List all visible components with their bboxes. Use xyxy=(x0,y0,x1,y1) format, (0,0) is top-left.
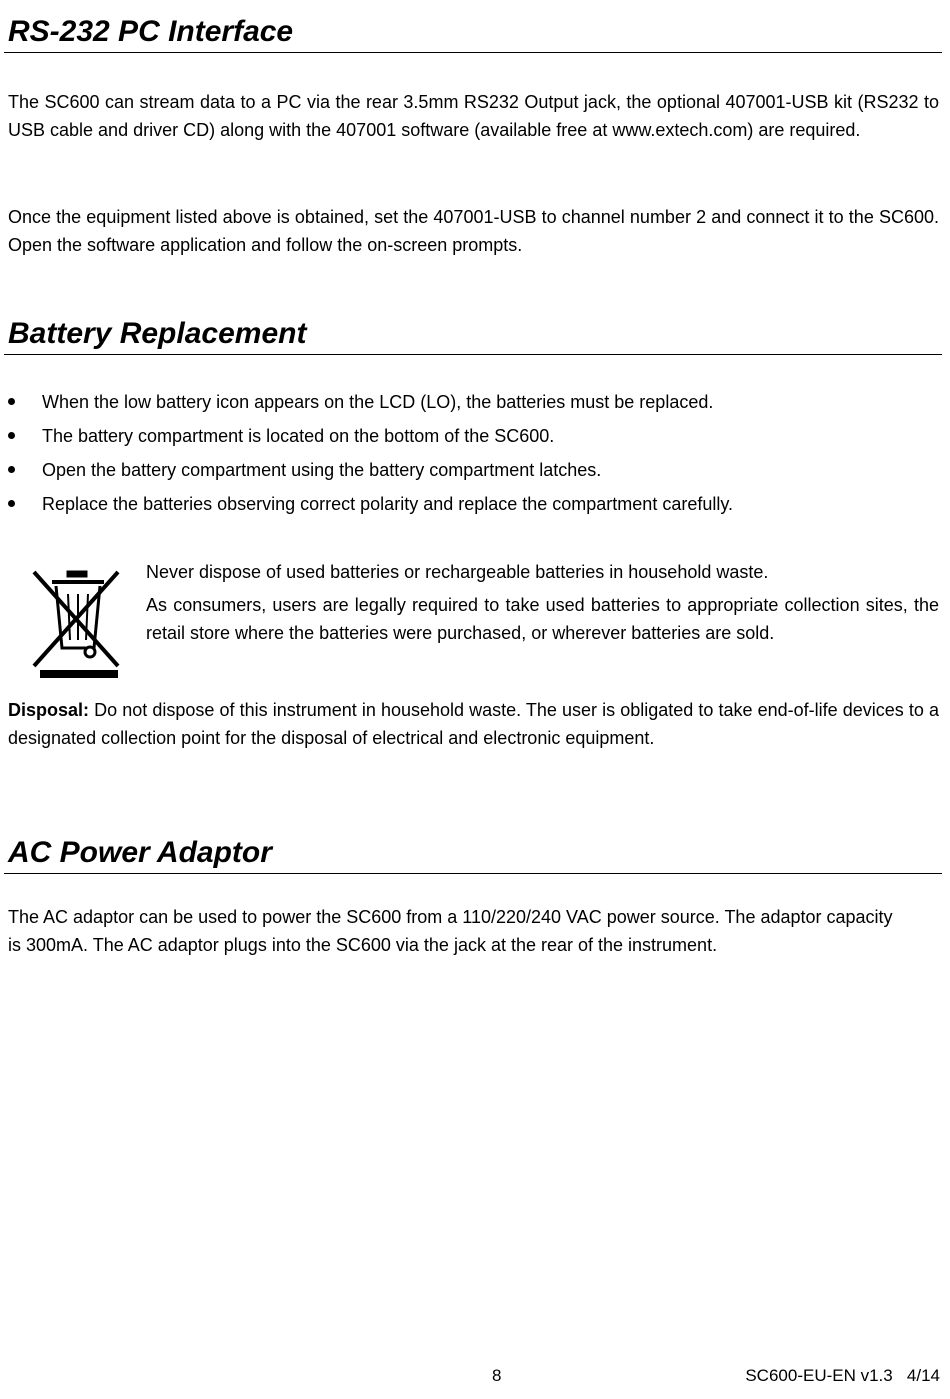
list-item xyxy=(8,490,939,524)
bullet-text: The battery compartment is located on the bottom of the SC600. xyxy=(42,426,555,446)
bullet-icon xyxy=(8,398,15,405)
weee-notice-line-1: Never dispose of used batteries or rechargeable batteries in household waste. xyxy=(146,562,769,582)
bullet-text: Open the battery compartment using the battery compartment latches. xyxy=(42,460,602,480)
rs232-paragraph-1: The SC600 can stream data to a PC via the rear 3.5mm RS232 Output jack, the optional 407001-USB kit (RS232 to USB cable and driver CD) along with the 407001 software (available free at www.extech.com) are required. xyxy=(8,92,939,140)
document-id: SC600-EU-EN v1.3 4/14 xyxy=(745,1366,940,1385)
ac-adaptor-title: AC Power Adaptor xyxy=(4,835,942,874)
bullet-icon xyxy=(8,432,15,439)
page-number: 8 xyxy=(492,1366,502,1385)
battery-title: Battery Replacement xyxy=(4,316,942,355)
bullet-icon xyxy=(8,466,15,473)
disposal-text: Do not dispose of this instrument in household waste. The user is obligated to take end-of-life devices to a designated collection point for the disposal of electrical and electronic equipment. xyxy=(8,700,939,748)
bullet-icon xyxy=(8,500,15,507)
crossed-out-wheelie-bin-icon xyxy=(30,566,124,680)
disposal-paragraph xyxy=(8,696,939,752)
weee-notice-paragraph: As consumers, users are legally required to take used batteries to appropriate collection sites, the retail store where the batteries were purchased, or wherever batteries are sold. xyxy=(146,595,939,643)
list-item xyxy=(8,388,939,422)
rs232-paragraph-2: Once the equipment listed above is obtained, set the 407001-USB to channel number 2 and connect it to the SC600. Open the software application and follow the on-screen prompts. xyxy=(8,207,939,255)
battery-bullet-list xyxy=(8,388,939,524)
disposal-label: Disposal: xyxy=(8,700,90,720)
rs232-title: RS-232 PC Interface xyxy=(4,14,942,53)
ac-adaptor-paragraph: The AC adaptor can be used to power the SC600 from a 110/220/240 VAC power source. The adaptor capacity is 300mA. The AC adaptor plugs into the SC600 via the jack at the rear of the instrument. xyxy=(8,907,893,955)
list-item xyxy=(8,456,939,490)
bullet-text: When the low battery icon appears on the LCD (LO), the batteries must be replaced. xyxy=(42,392,714,412)
bullet-text: Replace the batteries observing correct polarity and replace the compartment carefully. xyxy=(42,494,734,514)
list-item xyxy=(8,422,939,456)
